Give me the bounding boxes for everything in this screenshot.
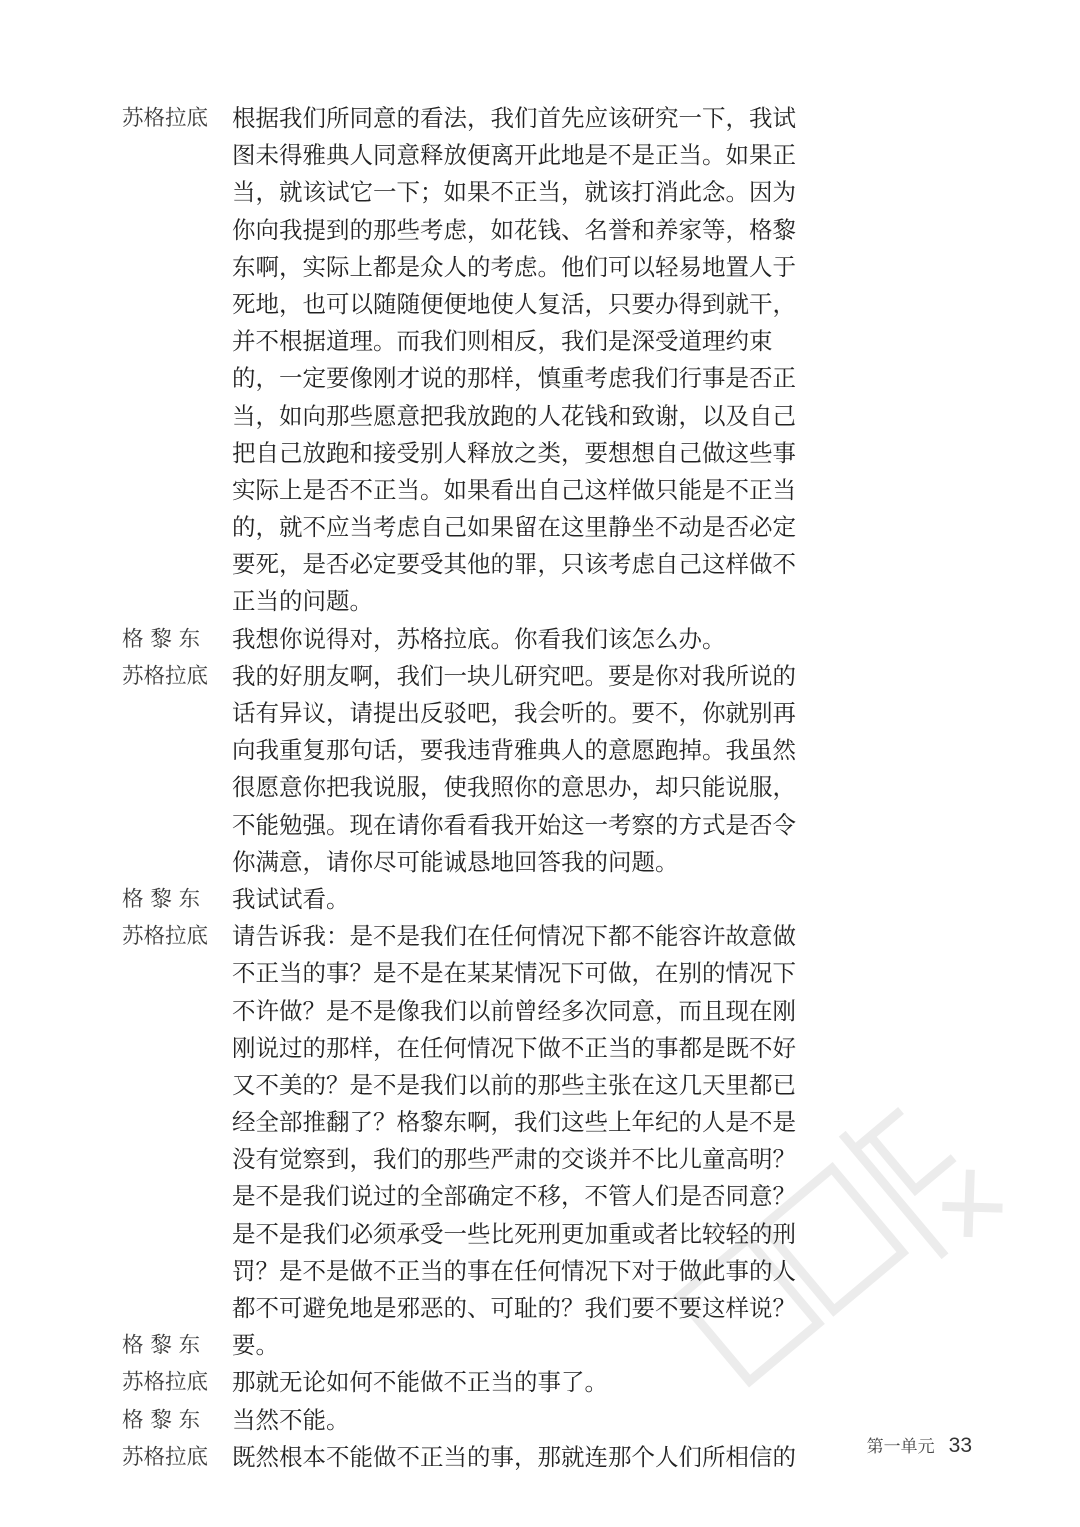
speech-line: 不能勉强。现在请你看看我开始这一考察的方式是否令 (232, 810, 796, 839)
speech-line: 既然根本不能做不正当的事，那就连那个人们所相信的 (232, 1442, 796, 1471)
speaker-name: 苏格拉底 (122, 106, 209, 131)
speech-line: 并不根据道理。而我们则相反，我们是深受道理约束 (232, 327, 773, 356)
speaker-name: 苏格拉底 (122, 663, 209, 689)
speaker-name: 格 黎 东 (122, 886, 201, 912)
dialogue-turn (122, 658, 796, 881)
speaker-name: 格 黎 东 (122, 1333, 201, 1359)
page-number: 33 (948, 1434, 972, 1457)
dialogue-turn (122, 621, 772, 658)
speech-text (232, 658, 796, 881)
speech-text (232, 621, 762, 658)
dialogue-turn (122, 918, 796, 1327)
speech-line: 是不是我们说过的全部确定不移，不管人们是否同意？ (232, 1182, 796, 1211)
speech-line: 经全部推翻了？格黎东啊，我们这些上年纪的人是不是 (232, 1108, 796, 1137)
speech-line: 刚说过的那样，在任何情况下做不正当的事都是既不好 (232, 1033, 796, 1062)
dialogue-turn (122, 1364, 772, 1401)
dialogue-turn (122, 881, 772, 918)
speech-line: 当，就该试它一下；如果不正当，就该打消此念。因为 (232, 178, 796, 207)
speech-line: 不正当的事？是不是在某某情况下可做，在别的情况下 (232, 959, 796, 988)
speech-line: 那就无论如何不能做不正当的事了。 (232, 1368, 608, 1397)
speech-text (232, 100, 796, 621)
speech-line: 又不美的？是不是我们以前的那些主张在这几天里都已 (232, 1070, 796, 1099)
dialogue-turn (122, 1439, 796, 1476)
speech-line: 要死，是否必定要受其他的罪，只该考虑自己这样做不 (232, 550, 796, 579)
speech-line: 你向我提到的那些考虑，如花钱、名誉和养家等，格黎 (232, 215, 796, 244)
speech-line: 的，就不应当考虑自己如果留在这里静坐不动是否必定 (232, 513, 796, 542)
speech-line: 图未得雅典人同意释放便离开此地是不是正当。如果正 (232, 141, 796, 170)
speaker-name: 苏格拉底 (122, 1370, 209, 1396)
dialogue-turn (122, 100, 796, 621)
speech-line: 都不可避免地是邪恶的、可耻的？我们要不要这样说？ (232, 1294, 796, 1323)
speech-line: 向我重复那句话，要我违背雅典人的意愿跑掉。我虽然 (232, 736, 796, 765)
speaker-name: 格 黎 东 (122, 626, 201, 652)
speech-line: 罚？是不是做不正当的事在任何情况下对于做此事的人 (232, 1256, 796, 1285)
speech-line: 把自己放跑和接受别人释放之类，要想想自己做这些事 (232, 438, 796, 467)
speech-line: 请告诉我：是不是我们在任何情况下都不能容许故意做 (232, 922, 796, 951)
speech-line: 当然不能。 (232, 1405, 350, 1434)
speech-line: 话有异议，请提出反驳吧，我会听的。要不，你就别再 (232, 699, 796, 728)
speaker-name: 格 黎 东 (122, 1407, 201, 1433)
speech-text (232, 881, 762, 918)
page-footer (867, 1432, 972, 1458)
speaker-name: 苏格拉底 (122, 1444, 209, 1470)
speech-line: 我想你说得对，苏格拉底。你看我们该怎么办。 (232, 624, 726, 653)
speech-line: 我的好朋友啊，我们一块儿研究吧。要是你对我所说的 (232, 661, 796, 690)
unit-label: 第一单元 (866, 1437, 935, 1457)
speech-line: 实际上是否不正当。如果看出自己这样做只能是不正当 (232, 475, 796, 504)
speech-line: 我试试看。 (232, 884, 350, 913)
speech-text (232, 1364, 762, 1401)
speech-text (232, 1402, 762, 1439)
speech-line: 很愿意你把我说服，使我照你的意思办，却只能说服， (232, 773, 796, 802)
speech-line: 你满意，请你尽可能诚恳地回答我的问题。 (232, 847, 679, 876)
speech-text (232, 1439, 796, 1476)
speech-line: 没有觉察到，我们的那些严肃的交谈并不比儿童高明？ (232, 1145, 796, 1174)
dialogue-turn (122, 1327, 772, 1364)
speech-line: 死地，也可以随随便便地使人复活，只要办得到就干， (232, 289, 796, 318)
speech-line: 的，一定要像刚才说的那样，慎重考虑我们行事是否正 (232, 364, 796, 393)
speech-line: 当，如向那些愿意把我放跑的人花钱和致谢，以及自己 (232, 401, 796, 430)
speech-line: 根据我们所同意的看法，我们首先应该研究一下，我试 (232, 104, 796, 132)
speech-line: 正当的问题。 (232, 587, 373, 616)
speech-line: 不许做？是不是像我们以前曾经多次同意，而且现在刚 (232, 996, 796, 1025)
speech-line: 要。 (232, 1331, 279, 1360)
speech-line: 东啊，实际上都是众人的考虑。他们可以轻易地置人于 (232, 252, 796, 281)
dialogue-turn (122, 1402, 772, 1439)
speech-text (232, 918, 796, 1327)
speech-text (232, 1327, 762, 1364)
dialogue-text (122, 100, 796, 1476)
speaker-name: 苏格拉底 (122, 924, 209, 950)
speech-line: 是不是我们必须承受一些比死刑更加重或者比较轻的刑 (232, 1219, 796, 1248)
